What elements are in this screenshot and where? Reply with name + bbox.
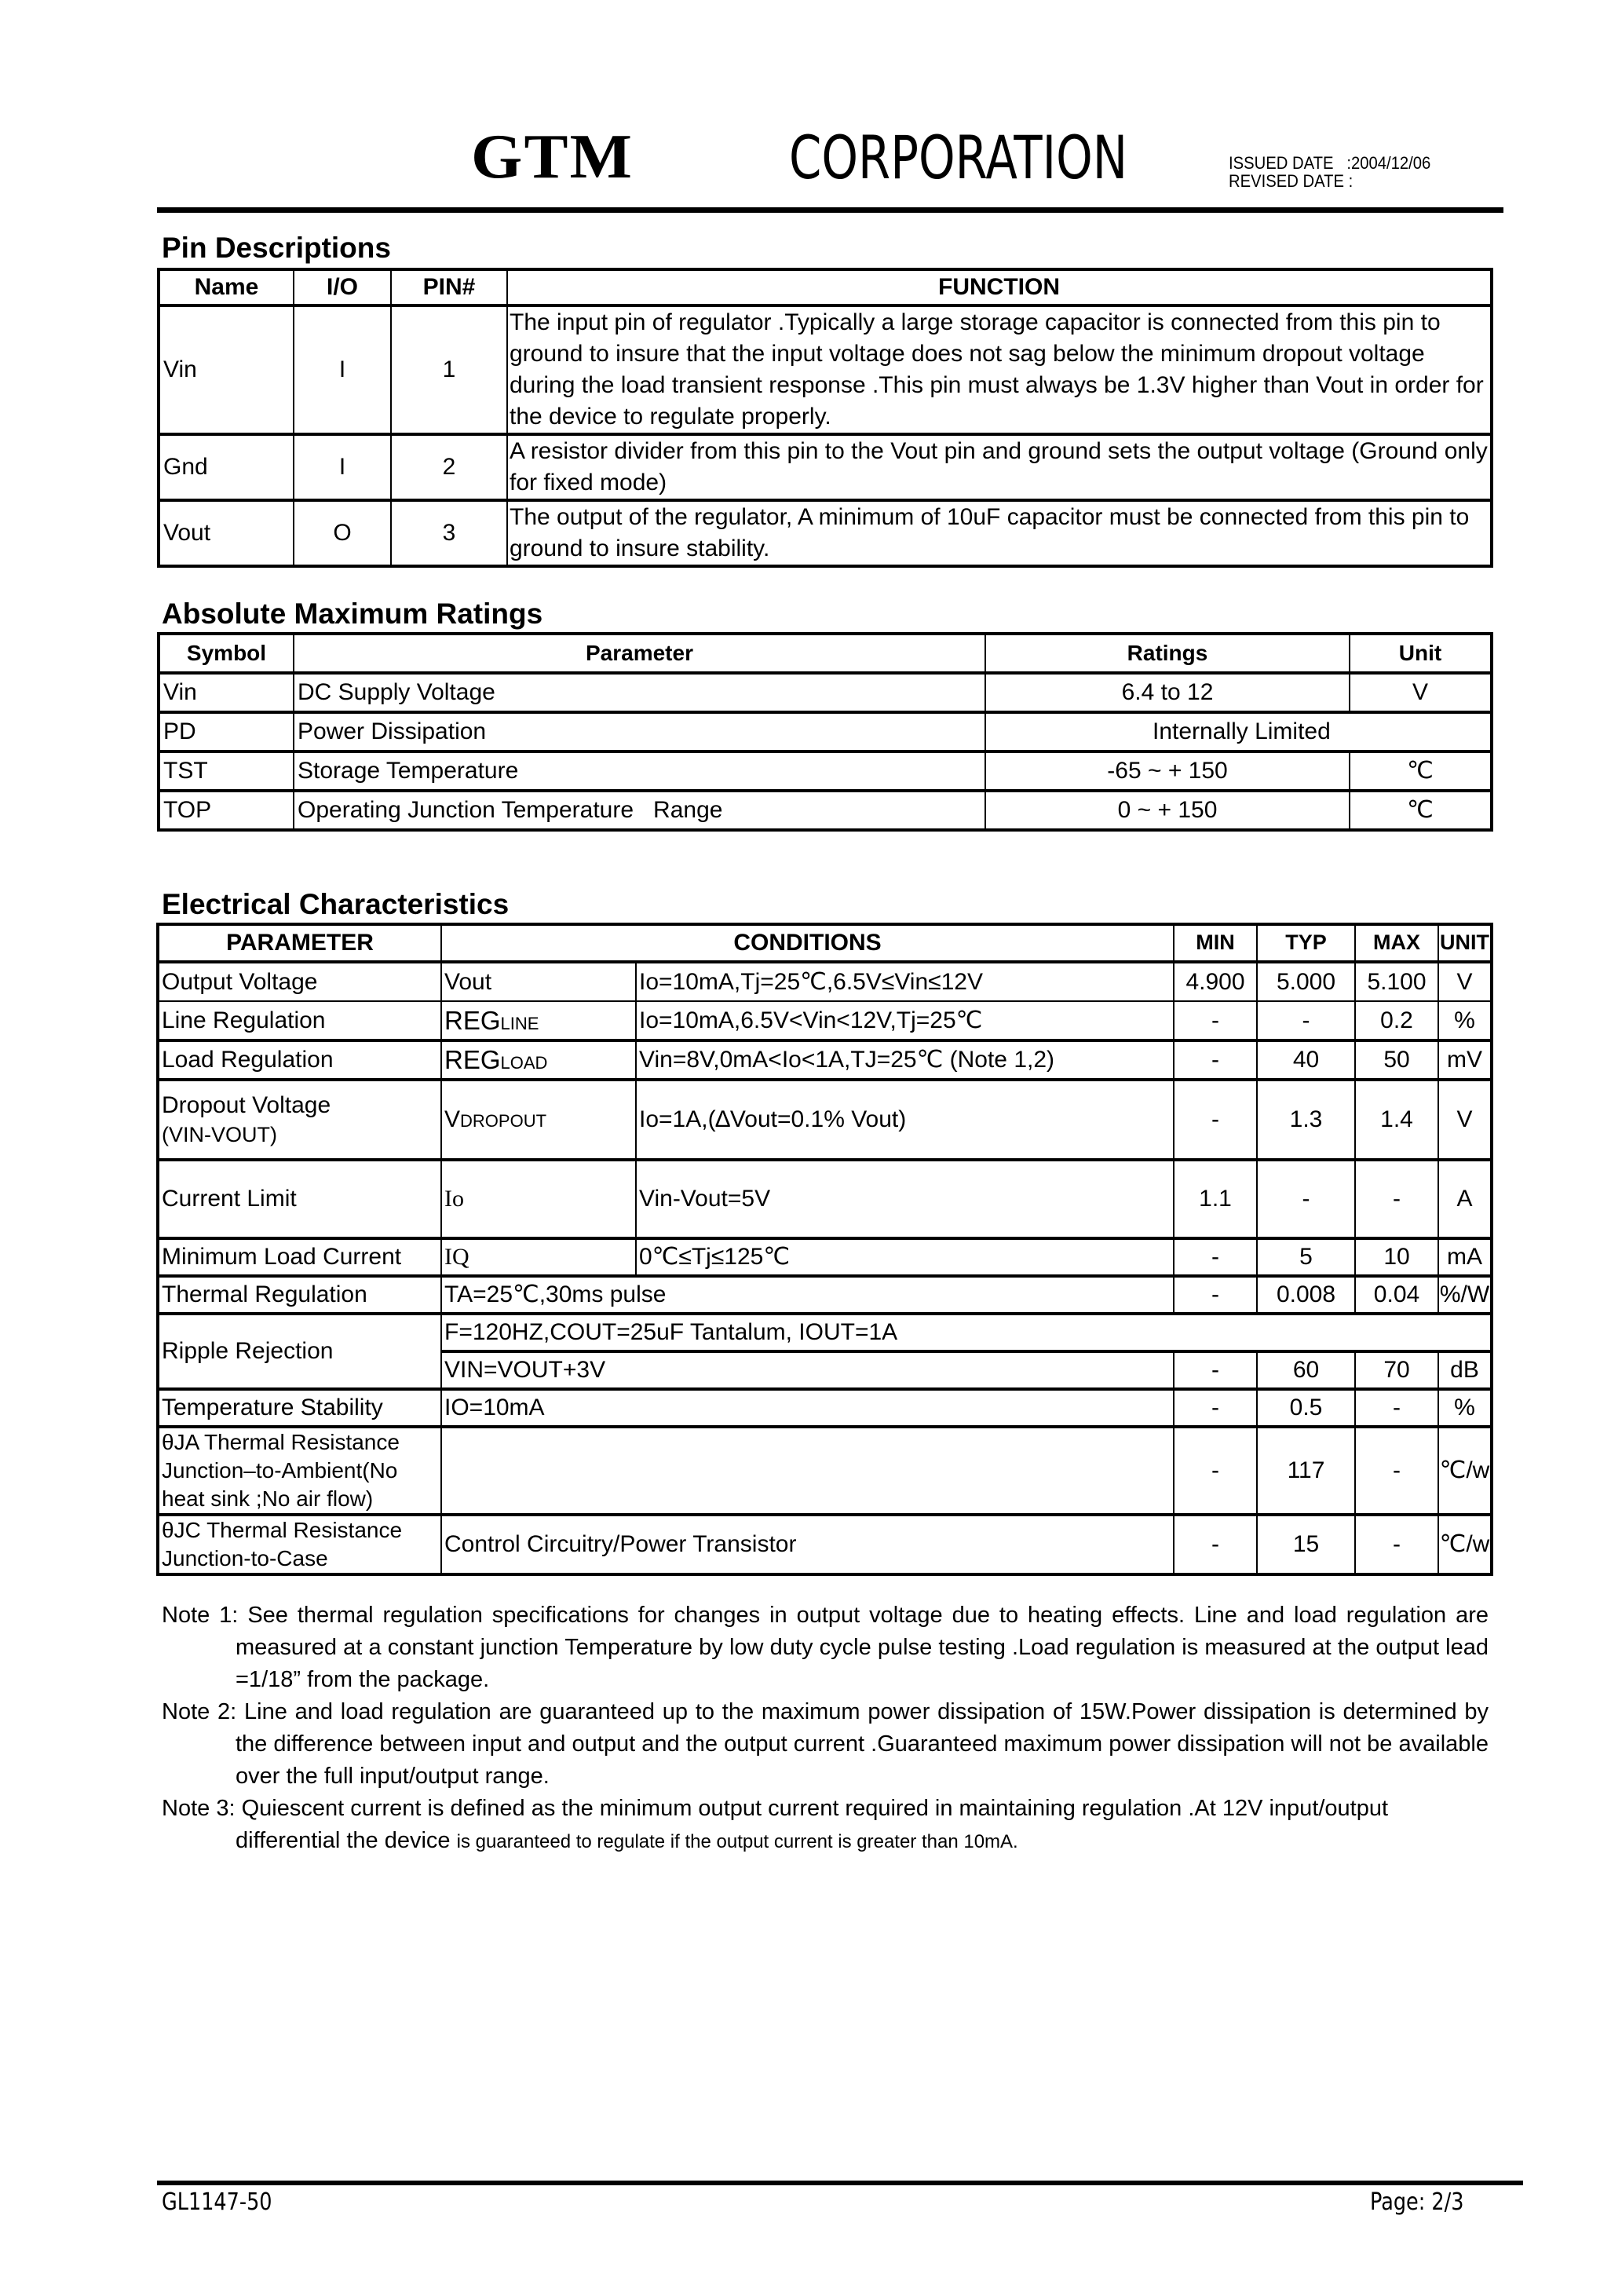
param-name: Minimum Load Current [158, 1238, 441, 1276]
section-title-electrical-characteristics: Electrical Characteristics [162, 888, 510, 920]
param-typ: 117 [1257, 1427, 1355, 1515]
param-max: 10 [1355, 1238, 1438, 1276]
param-symbol: VDROPOUT [441, 1080, 636, 1160]
pin-name: Vout [159, 500, 294, 566]
pin-name: Gnd [159, 434, 294, 500]
rating-parameter: Operating Junction Temperature Range [294, 791, 985, 830]
pin-function: The input pin of regulator .Typically a large storage capacitor is connected from this pin to ground to insure that the input voltage does not sag below the minimum dropout voltage during the load transient response .This pin must always be 1.3V higher than Vout in order for the device to regulate properly. [507, 305, 1492, 434]
table-row [158, 1160, 1492, 1238]
section-title-absolute-maximum-ratings: Absolute Maximum Ratings [162, 598, 543, 630]
param-name: Dropout Voltage (VIN-VOUT) [158, 1080, 441, 1160]
column-header: PIN# [391, 269, 507, 305]
pin-io: I [294, 305, 391, 434]
param-unit: V [1438, 1080, 1492, 1160]
table-row [159, 500, 1492, 566]
rating-parameter: DC Supply Voltage [294, 673, 985, 712]
param-typ: 1.3 [1257, 1080, 1355, 1160]
notes [162, 1600, 1489, 1858]
note-1: Note 1: See thermal regulation specifications for changes in output voltage due to heating effects. Line and load regulation are measured at a constant junction Temperature by low duty cycle pulse testing .Load regulation is measured at the output lead =1/18” from the package. [162, 1603, 1489, 1692]
param-conditions: 0℃≤Tj≤125℃ [636, 1238, 1174, 1276]
table-row [158, 1080, 1492, 1160]
revised-date: REVISED DATE : [1229, 171, 1353, 191]
param-name: Temperature Stability [158, 1389, 441, 1427]
column-header: TYP [1257, 924, 1355, 962]
param-unit: mA [1438, 1238, 1492, 1276]
pin-descriptions-table [157, 268, 1493, 568]
param-typ: 5.000 [1257, 962, 1355, 1001]
param-name: θJA Thermal Resistance Junction–to-Ambient(No heat sink ;No air flow) [158, 1427, 441, 1515]
column-header: PARAMETER [158, 924, 441, 962]
issued-date: ISSUED DATE :2004/12/06 [1229, 153, 1431, 173]
param-typ: - [1257, 1160, 1355, 1238]
param-conditions: Io=10mA,6.5V<Vin<12V,Tj=25℃ [636, 1001, 1174, 1040]
company-name: CORPORATION [789, 122, 1128, 192]
column-header: Symbol [159, 634, 294, 673]
column-header: MIN [1174, 924, 1257, 962]
electrical-characteristics-table [156, 923, 1493, 1576]
param-min: - [1174, 1238, 1257, 1276]
rating-parameter: Power Dissipation [294, 712, 985, 751]
rating-unit: ℃ [1350, 751, 1492, 791]
table-header-row [158, 924, 1492, 962]
param-name: Ripple Rejection [158, 1314, 441, 1389]
header-rule [157, 207, 1503, 213]
pin-function: The output of the regulator, A minimum of 10uF capacitor must be connected from this pin to ground to insure stability. [507, 500, 1492, 566]
table-row [158, 1427, 1492, 1515]
param-min: - [1174, 1276, 1257, 1314]
param-min: - [1174, 1351, 1257, 1389]
param-unit: % [1438, 1001, 1492, 1040]
param-max: 1.4 [1355, 1080, 1438, 1160]
pin-io: O [294, 500, 391, 566]
table-row [159, 305, 1492, 434]
table-header-row [159, 269, 1492, 305]
table-header-row [159, 634, 1492, 673]
param-typ: 5 [1257, 1238, 1355, 1276]
param-unit: dB [1438, 1351, 1492, 1389]
param-max: - [1355, 1389, 1438, 1427]
param-conditions: Vin=8V,0mA<Io<1A,TJ=25℃ (Note 1,2) [636, 1040, 1174, 1080]
pin-number: 1 [391, 305, 507, 434]
table-row [159, 712, 1492, 751]
rating-value: -65 ~ + 150 [985, 751, 1350, 791]
rating-symbol: PD [159, 712, 294, 751]
param-name: Thermal Regulation [158, 1276, 441, 1314]
param-conditions: TA=25℃,30ms pulse [441, 1276, 1174, 1314]
table-row [159, 434, 1492, 500]
param-max: 5.100 [1355, 962, 1438, 1001]
rating-parameter: Storage Temperature [294, 751, 985, 791]
table-row [159, 751, 1492, 791]
param-min: - [1174, 1040, 1257, 1080]
column-header: CONDITIONS [441, 924, 1174, 962]
param-unit: mV [1438, 1040, 1492, 1080]
param-typ: 0.5 [1257, 1389, 1355, 1427]
table-row [158, 1238, 1492, 1276]
table-row [158, 1040, 1492, 1080]
table-row [158, 1314, 1492, 1351]
pin-name: Vin [159, 305, 294, 434]
rating-symbol: TST [159, 751, 294, 791]
page-number: Page: 2/3 [1370, 2188, 1464, 2216]
column-header: Name [159, 269, 294, 305]
table-row [159, 791, 1492, 830]
param-min: - [1174, 1515, 1257, 1574]
rating-value: 0 ~ + 150 [985, 791, 1350, 830]
footer-rule [157, 2181, 1523, 2185]
param-symbol: Vout [441, 962, 636, 1001]
column-header: UNIT [1438, 924, 1492, 962]
rating-value: Internally Limited [985, 712, 1492, 751]
param-typ: 15 [1257, 1515, 1355, 1574]
pin-io: I [294, 434, 391, 500]
column-header: FUNCTION [507, 269, 1492, 305]
param-max: 0.2 [1355, 1001, 1438, 1040]
rating-unit: ℃ [1350, 791, 1492, 830]
rating-symbol: TOP [159, 791, 294, 830]
column-header: Parameter [294, 634, 985, 673]
param-unit: ℃/w [1438, 1427, 1492, 1515]
param-min: - [1174, 1001, 1257, 1040]
param-unit: A [1438, 1160, 1492, 1238]
pin-function: A resistor divider from this pin to the Vout pin and ground sets the output voltage (Ground only for fixed mode) [507, 434, 1492, 500]
param-typ: 60 [1257, 1351, 1355, 1389]
param-conditions [441, 1427, 1174, 1515]
param-unit: ℃/w [1438, 1515, 1492, 1574]
param-max: 50 [1355, 1040, 1438, 1080]
param-symbol: REGLOAD [441, 1040, 636, 1080]
param-conditions: Vin-Vout=5V [636, 1160, 1174, 1238]
param-name: Current Limit [158, 1160, 441, 1238]
note-3: Note 3: Quiescent current is defined as the minimum output current required in maintaining regulation .At 12V input/output differential the device is guaranteed to regulate if the output current is greater than 10mA. [162, 1796, 1389, 1853]
section-title-pin-descriptions: Pin Descriptions [162, 232, 391, 264]
param-symbol: REGLINE [441, 1001, 636, 1040]
param-unit: %/W [1438, 1276, 1492, 1314]
param-min: 1.1 [1174, 1160, 1257, 1238]
note-2: Note 2: Line and load regulation are guaranteed up to the maximum power dissipation of 15W.Power dissipation is determined by the difference between input and output and the output current .Guaranteed maximum power dissipation will not be available over the full input/output range. [162, 1699, 1489, 1789]
column-header: MAX [1355, 924, 1438, 962]
table-row [158, 1515, 1492, 1574]
param-min: - [1174, 1080, 1257, 1160]
param-min: - [1174, 1427, 1257, 1515]
param-max: - [1355, 1160, 1438, 1238]
absolute-maximum-ratings-table [157, 632, 1493, 832]
param-min: - [1174, 1389, 1257, 1427]
param-symbol: Io [441, 1160, 636, 1238]
column-header: Ratings [985, 634, 1350, 673]
company-logo: GTM [471, 122, 634, 192]
param-typ: - [1257, 1001, 1355, 1040]
table-row [158, 1001, 1492, 1040]
table-row [158, 1389, 1492, 1427]
param-conditions: Io=10mA,Tj=25℃,6.5V≤Vin≤12V [636, 962, 1174, 1001]
param-min: 4.900 [1174, 962, 1257, 1001]
param-symbol: IQ [441, 1238, 636, 1276]
column-header: I/O [294, 269, 391, 305]
param-name: Load Regulation [158, 1040, 441, 1080]
rating-unit: V [1350, 673, 1492, 712]
param-max: 0.04 [1355, 1276, 1438, 1314]
part-number: GL1147-50 [162, 2188, 272, 2216]
column-header: Unit [1350, 634, 1492, 673]
param-unit: % [1438, 1389, 1492, 1427]
pin-number: 2 [391, 434, 507, 500]
param-conditions: Control Circuitry/Power Transistor [441, 1515, 1174, 1574]
param-max: - [1355, 1515, 1438, 1574]
rating-symbol: Vin [159, 673, 294, 712]
param-max: 70 [1355, 1351, 1438, 1389]
param-name: Output Voltage [158, 962, 441, 1001]
table-row [158, 962, 1492, 1001]
document-dates [1229, 154, 1430, 190]
table-row [159, 673, 1492, 712]
param-conditions: IO=10mA [441, 1389, 1174, 1427]
param-unit: V [1438, 962, 1492, 1001]
param-conditions: F=120HZ,COUT=25uF Tantalum, IOUT=1A [441, 1314, 1492, 1351]
param-typ: 40 [1257, 1040, 1355, 1080]
pin-number: 3 [391, 500, 507, 566]
param-max: - [1355, 1427, 1438, 1515]
table-row [158, 1276, 1492, 1314]
param-typ: 0.008 [1257, 1276, 1355, 1314]
param-conditions-line2: VIN=VOUT+3V [441, 1351, 1174, 1389]
param-name: θJC Thermal Resistance Junction-to-Case [158, 1515, 441, 1574]
param-name: Line Regulation [158, 1001, 441, 1040]
rating-value: 6.4 to 12 [985, 673, 1350, 712]
param-conditions: Io=1A,(∆Vout=0.1% Vout) [636, 1080, 1174, 1160]
